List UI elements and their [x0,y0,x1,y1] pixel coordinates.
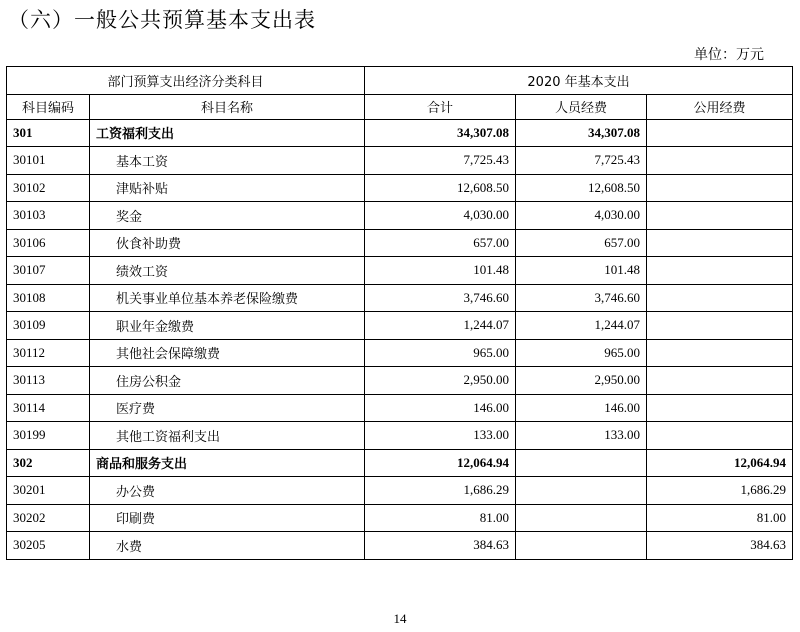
cell-public [647,312,793,340]
cell-personnel [516,532,647,560]
cell-public [647,394,793,422]
cell-public [647,229,793,257]
cell-public: 12,064.94 [647,449,793,477]
header-row-columns [7,94,793,119]
cell-name: 印刷费 [90,504,365,532]
header-name: 科目名称 [90,94,365,119]
cell-total: 12,064.94 [365,449,516,477]
cell-code: 302 [7,449,90,477]
cell-total: 133.00 [365,422,516,450]
cell-code: 30101 [7,147,90,175]
cell-personnel: 657.00 [516,229,647,257]
cell-personnel [516,477,647,505]
cell-name: 工资福利支出 [90,119,365,147]
cell-total: 657.00 [365,229,516,257]
cell-public: 81.00 [647,504,793,532]
table-body [7,119,793,559]
cell-code: 30112 [7,339,90,367]
cell-public [647,202,793,230]
cell-personnel: 146.00 [516,394,647,422]
header-classification: 部门预算支出经济分类科目 [7,67,365,95]
cell-name: 医疗费 [90,394,365,422]
table-row [7,312,793,340]
cell-total: 101.48 [365,257,516,285]
cell-code: 301 [7,119,90,147]
cell-public [647,339,793,367]
cell-code: 30107 [7,257,90,285]
table-row [7,202,793,230]
table-row [7,174,793,202]
table-row [7,477,793,505]
cell-code: 30201 [7,477,90,505]
cell-personnel: 7,725.43 [516,147,647,175]
cell-total: 965.00 [365,339,516,367]
cell-personnel: 1,244.07 [516,312,647,340]
cell-name: 职业年金缴费 [90,312,365,340]
cell-public [647,257,793,285]
cell-name: 奖金 [90,202,365,230]
header-public: 公用经费 [647,94,793,119]
cell-public: 384.63 [647,532,793,560]
cell-name: 住房公积金 [90,367,365,395]
cell-name: 办公费 [90,477,365,505]
cell-code: 30103 [7,202,90,230]
table-row [7,284,793,312]
cell-personnel: 965.00 [516,339,647,367]
cell-code: 30199 [7,422,90,450]
category-row [7,119,793,147]
budget-table [6,66,793,560]
cell-public [647,174,793,202]
cell-name: 机关事业单位基本养老保险缴费 [90,284,365,312]
cell-personnel: 34,307.08 [516,119,647,147]
cell-code: 30114 [7,394,90,422]
table-row [7,504,793,532]
cell-name: 伙食补助费 [90,229,365,257]
cell-name: 其他社会保障缴费 [90,339,365,367]
table-row [7,147,793,175]
table-row [7,367,793,395]
cell-name: 商品和服务支出 [90,449,365,477]
header-personnel: 人员经费 [516,94,647,119]
unit-label: 单位：万元 [694,47,764,63]
table-row [7,422,793,450]
cell-personnel [516,449,647,477]
cell-personnel: 3,746.60 [516,284,647,312]
cell-name: 绩效工资 [90,257,365,285]
cell-public [647,147,793,175]
cell-code: 30205 [7,532,90,560]
table-row [7,257,793,285]
cell-total: 7,725.43 [365,147,516,175]
cell-total: 12,608.50 [365,174,516,202]
cell-public [647,119,793,147]
cell-personnel: 101.48 [516,257,647,285]
cell-public [647,367,793,395]
cell-personnel: 12,608.50 [516,174,647,202]
cell-total: 384.63 [365,532,516,560]
cell-public [647,422,793,450]
cell-code: 30102 [7,174,90,202]
cell-name: 基本工资 [90,147,365,175]
cell-public [647,284,793,312]
cell-code: 30202 [7,504,90,532]
cell-personnel: 4,030.00 [516,202,647,230]
header-basic-expenditure: 2020 年基本支出 [365,67,793,95]
cell-public: 1,686.29 [647,477,793,505]
cell-total: 3,746.60 [365,284,516,312]
table-row [7,229,793,257]
cell-name: 津贴补贴 [90,174,365,202]
cell-code: 30109 [7,312,90,340]
cell-personnel [516,504,647,532]
page-number: 14 [393,611,407,626]
category-row [7,449,793,477]
cell-personnel: 2,950.00 [516,367,647,395]
cell-code: 30106 [7,229,90,257]
table-row [7,532,793,560]
header-total: 合计 [365,94,516,119]
page-title: （六）一般公共预算基本支出表 [8,8,316,32]
table-row [7,394,793,422]
cell-name: 其他工资福利支出 [90,422,365,450]
cell-total: 4,030.00 [365,202,516,230]
cell-total: 2,950.00 [365,367,516,395]
cell-total: 146.00 [365,394,516,422]
header-code: 科目编码 [7,94,90,119]
cell-total: 34,307.08 [365,119,516,147]
header-row-group [7,67,793,95]
cell-total: 1,686.29 [365,477,516,505]
cell-code: 30108 [7,284,90,312]
cell-name: 水费 [90,532,365,560]
table-row [7,339,793,367]
cell-personnel: 133.00 [516,422,647,450]
cell-code: 30113 [7,367,90,395]
cell-total: 81.00 [365,504,516,532]
cell-total: 1,244.07 [365,312,516,340]
